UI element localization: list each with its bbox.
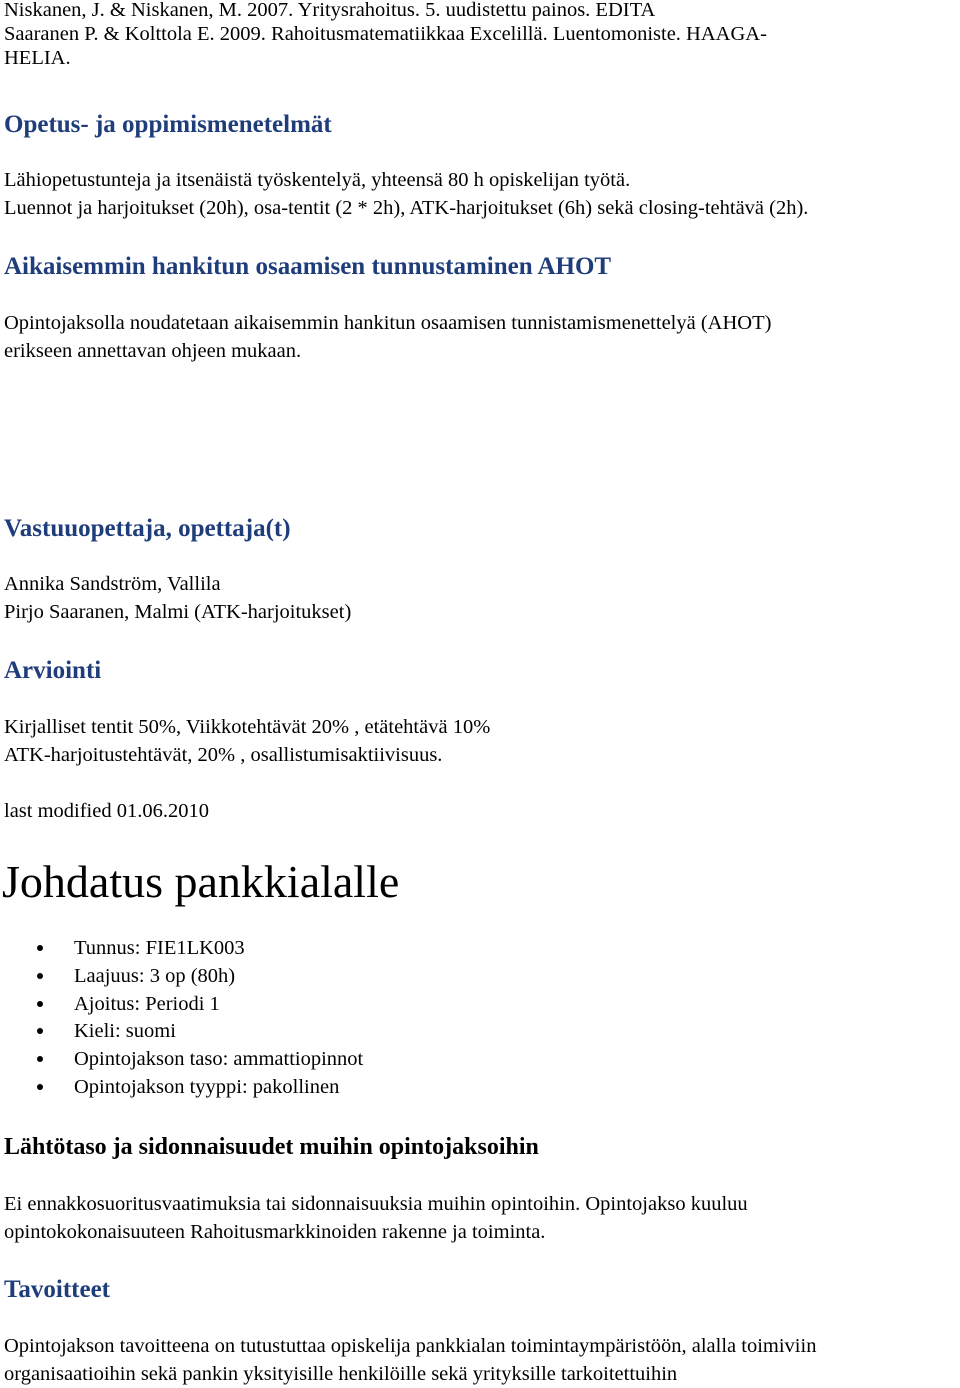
list-item (0, 962, 363, 990)
list-item (0, 1073, 363, 1101)
course-fact: Opintojakson taso: ammattiopinnot (74, 1048, 364, 1071)
last-modified: last modified 01.06.2010 (4, 800, 209, 822)
course-facts-list (0, 934, 363, 1101)
bullet-icon (37, 973, 43, 979)
course-fact: Laajuus: 3 op (80h) (74, 964, 236, 987)
course-title: Johdatus pankkialalle (2, 856, 400, 907)
prereq-heading: Lähtötaso ja sidonnaisuudet muihin opintojaksoihin (4, 1134, 539, 1160)
goals-line: Opintojakson tavoitteena on tutustuttaa opiskelija pankkialan toimintaympäristöön, alalla toimiviin (4, 1335, 817, 1357)
ahot-line: Opintojaksolla noudatetaan aikaisemmin hankitun osaamisen tunnistamismenettelyä (AHOT) (4, 312, 772, 334)
goals-heading: Tavoitteet (4, 1276, 110, 1303)
list-item (0, 934, 363, 962)
reference-line: Saaranen P. & Kolttola E. 2009. Rahoitusmatematiikkaa Excelillä. Luentomoniste. HAAGA- (4, 23, 767, 45)
methods-heading: Opetus- ja oppimismenetelmät (4, 111, 332, 138)
methods-line: Lähiopetustunteja ja itsenäistä työskentelyä, yhteensä 80 h opiskelijan työtä. (4, 169, 631, 191)
prereq-line: opintokokonaisuuteen Rahoitusmarkkinoiden rakenne ja toiminta. (4, 1221, 546, 1243)
ahot-line: erikseen annettavan ohjeen mukaan. (4, 340, 302, 362)
assessment-heading: Arviointi (4, 657, 102, 684)
course-fact: Opintojakson tyyppi: pakollinen (74, 1075, 340, 1098)
course-fact: Ajoitus: Periodi 1 (74, 992, 220, 1015)
teacher-line: Annika Sandström, Vallila (4, 573, 221, 595)
goals-line: organisaatioihin sekä pankin yksityisille henkilöille sekä yrityksille tarkoitettuihin (4, 1363, 678, 1385)
bullet-icon (37, 1001, 43, 1007)
ahot-heading: Aikaisemmin hankitun osaamisen tunnustaminen AHOT (4, 253, 612, 280)
methods-line: Luennot ja harjoitukset (20h), osa-tentit (2 * 2h), ATK-harjoitukset (6h) sekä closing-tehtävä (2h). (4, 197, 809, 219)
assessment-line: ATK-harjoitustehtävät, 20% , osallistumisaktiivisuus. (4, 744, 443, 766)
reference-line: HELIA. (4, 47, 71, 69)
bullet-icon (37, 1056, 43, 1062)
list-item (0, 1017, 363, 1045)
prereq-line: Ei ennakkosuoritusvaatimuksia tai sidonnaisuuksia muihin opintoihin. Opintojakso kuuluu (4, 1193, 748, 1215)
list-item (0, 1045, 363, 1073)
course-fact: Tunnus: FIE1LK003 (74, 937, 245, 959)
bullet-icon (37, 1028, 43, 1034)
list-item (0, 990, 363, 1018)
course-fact: Kieli: suomi (74, 1020, 176, 1043)
assessment-line: Kirjalliset tentit 50%, Viikkotehtävät 20% , etätehtävä 10% (4, 716, 491, 738)
teacher-line: Pirjo Saaranen, Malmi (ATK-harjoitukset) (4, 601, 352, 623)
bullet-icon (37, 1084, 43, 1090)
bullet-icon (37, 945, 43, 951)
reference-line: Niskanen, J. & Niskanen, M. 2007. Yritysrahoitus. 5. uudistettu painos. EDITA (4, 0, 656, 21)
teachers-heading: Vastuuopettaja, opettaja(t) (4, 515, 291, 542)
